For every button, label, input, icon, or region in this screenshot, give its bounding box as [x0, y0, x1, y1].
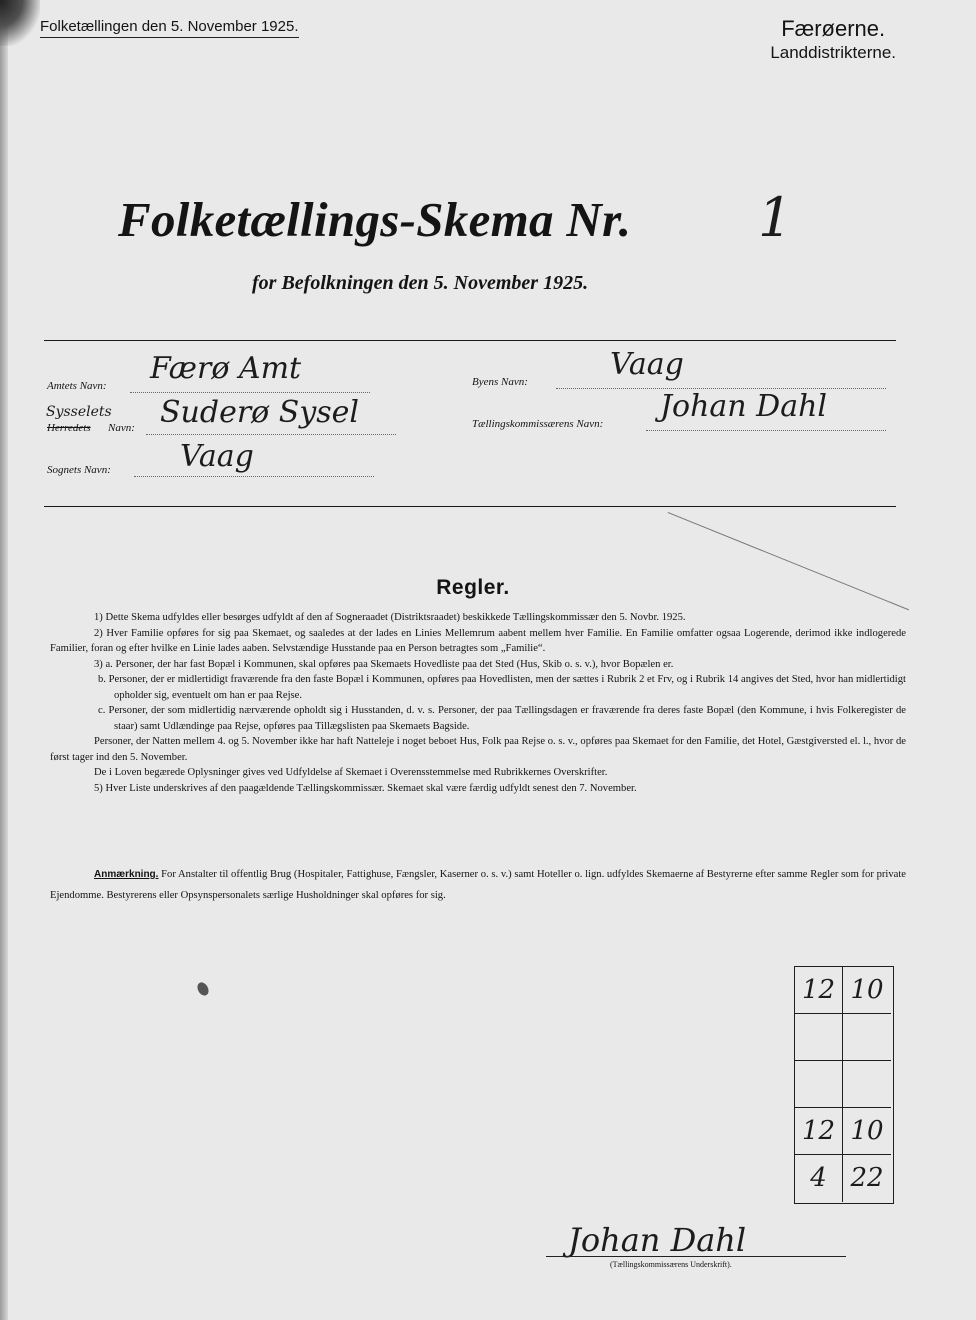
header-region-name: Færøerne.: [781, 16, 886, 41]
form-subtitle: for Befolkningen den 5. November 1925.: [252, 272, 589, 294]
herred-label: Navn:: [108, 422, 135, 434]
tally-cell: 10: [843, 1108, 891, 1155]
rule-3a: 3) a. Personer, der har fast Bopæl i Kommunen, skal opføres paa Skemaets Hovedliste paa det Sted (Hus, Skib o. s. v.), hvor Bopælen er.: [94, 658, 674, 670]
count-tally-box: [794, 966, 894, 1204]
note-text: For Anstalter til offentlig Brug (Hospitaler, Fattighuse, Fængsler, Kaserner o. s. v.) samt Hoteller o. lign. udfyldes Skemaerne af Bestyrerne efter samme Regler som for private Ejendomme. Bestyrerens eller Opsynspersonalets særlige Husholdninger skal opføres for sig.: [50, 869, 906, 901]
amt-line: [130, 392, 370, 393]
page-edge-shadow: [0, 0, 8, 1320]
signature-line: [546, 1256, 846, 1257]
syssel-prefix: Sysselets: [46, 404, 112, 420]
tally-cell: [795, 1014, 843, 1061]
herred-value: Suderø Sysel: [160, 395, 360, 430]
by-label: Byens Navn:: [472, 376, 528, 388]
kommissaer-line: [646, 430, 886, 431]
amt-label: Amtets Navn:: [47, 380, 107, 392]
tally-cell: 22: [850, 1163, 884, 1193]
sogn-value: Vaag: [180, 439, 254, 474]
tally-cell: 10: [843, 967, 891, 1014]
header-region-sub: Landdistrikterne.: [770, 43, 896, 62]
tally-cell: 12: [795, 967, 843, 1014]
amt-value: Færø Amt: [150, 351, 302, 386]
form-number: 1: [758, 186, 793, 249]
rule-3b: b. Personer, der er midlertidigt fraværende fra den faste Bopæl i Kommunen, opføres paa Hovedlisten, men der sættes i Rubrik 2 et Frv, og i Rubrik 14 angives det Sted, hvor han midlertidigt opholder sig, eventuelt om han er paa Rejse.: [98, 674, 906, 701]
note-paragraph: [50, 864, 906, 906]
rules-text: [50, 610, 906, 796]
form-title: Folketællings-Skema Nr.: [118, 192, 632, 247]
rule-3d: Personer, der Natten mellem 4. og 5. November ikke har haft Natteleje i noget beboet Hus, Folk paa Rejse o. s. v., opføres paa Skemaet for den Familie, det Hotel, Gæstgiversted el. l., hvor de først tager ind den 5. November.: [50, 736, 906, 763]
corner-smudge: [0, 0, 40, 46]
rule-1: 1) Dette Skema udfyldes eller besørges udfyldt af den af Sogneraadet (Distriktsraadet) beskikkede Tællingskommissær den 5. Novbr. 1925.: [94, 612, 686, 623]
header-region: [770, 16, 896, 64]
note-label: Anmærkning.: [94, 869, 159, 880]
top-rule: [44, 340, 896, 341]
tally-cell: 12: [795, 1108, 843, 1155]
rule-3c: c. Personer, der som midlertidig nærværende opholdt sig i Husstanden, d. v. s. Personer, der paa Tællingsdagen er fraværende fra deres faste Bopæl (den Kommune, i hvis Folkeregister de staar) samt Udlændinge paa Rejse, opføres paa Tillægslisten paa Skemaets Bagside.: [98, 705, 906, 732]
bottom-rule: [44, 506, 896, 507]
kommissaer-value: Johan Dahl: [660, 389, 828, 424]
tally-cell: [843, 1014, 891, 1061]
by-value: Vaag: [610, 347, 684, 382]
rules-heading: Regler.: [436, 576, 510, 599]
rule-2: 2) Hver Familie opføres for sig paa Skemaet, og saaledes at der lades en Linies Mellemrum aabent mellem hver Familie. En Familie omfatter ogsaa Logerende, derimod ikke indlogerede Familier, foran og efter hvilke en Linie lades aaben. Selvstændige Husstande paa en Person betragtes som „Familie“.: [50, 627, 906, 654]
tally-cell: [795, 1061, 843, 1108]
sogn-line: [134, 476, 374, 477]
header-census-date: Folketællingen den 5. November 1925.: [40, 18, 299, 38]
herred-line: [146, 434, 396, 435]
ink-smudge: [195, 980, 211, 997]
signature-value: Johan Dahl: [568, 1221, 747, 1259]
tally-cell: [843, 1061, 891, 1108]
tally-cell: 4: [795, 1155, 843, 1202]
signature-label: (Tællingskommissærens Underskrift).: [610, 1260, 732, 1269]
kommissaer-label: Tællingskommissærens Navn:: [472, 418, 604, 430]
herred-struck-label: Herredets: [47, 422, 91, 434]
rule-4: De i Loven begærede Oplysninger gives ved Udfyldelse af Skemaet i Overensstemmelse med Rubrikkernes Overskrifter.: [94, 767, 608, 778]
rule-5: 5) Hver Liste underskrives af den paagældende Tællingskommissær. Skemaet skal være færdig udfyldt senest den 7. November.: [94, 782, 637, 794]
sogn-label: Sognets Navn:: [47, 464, 111, 476]
